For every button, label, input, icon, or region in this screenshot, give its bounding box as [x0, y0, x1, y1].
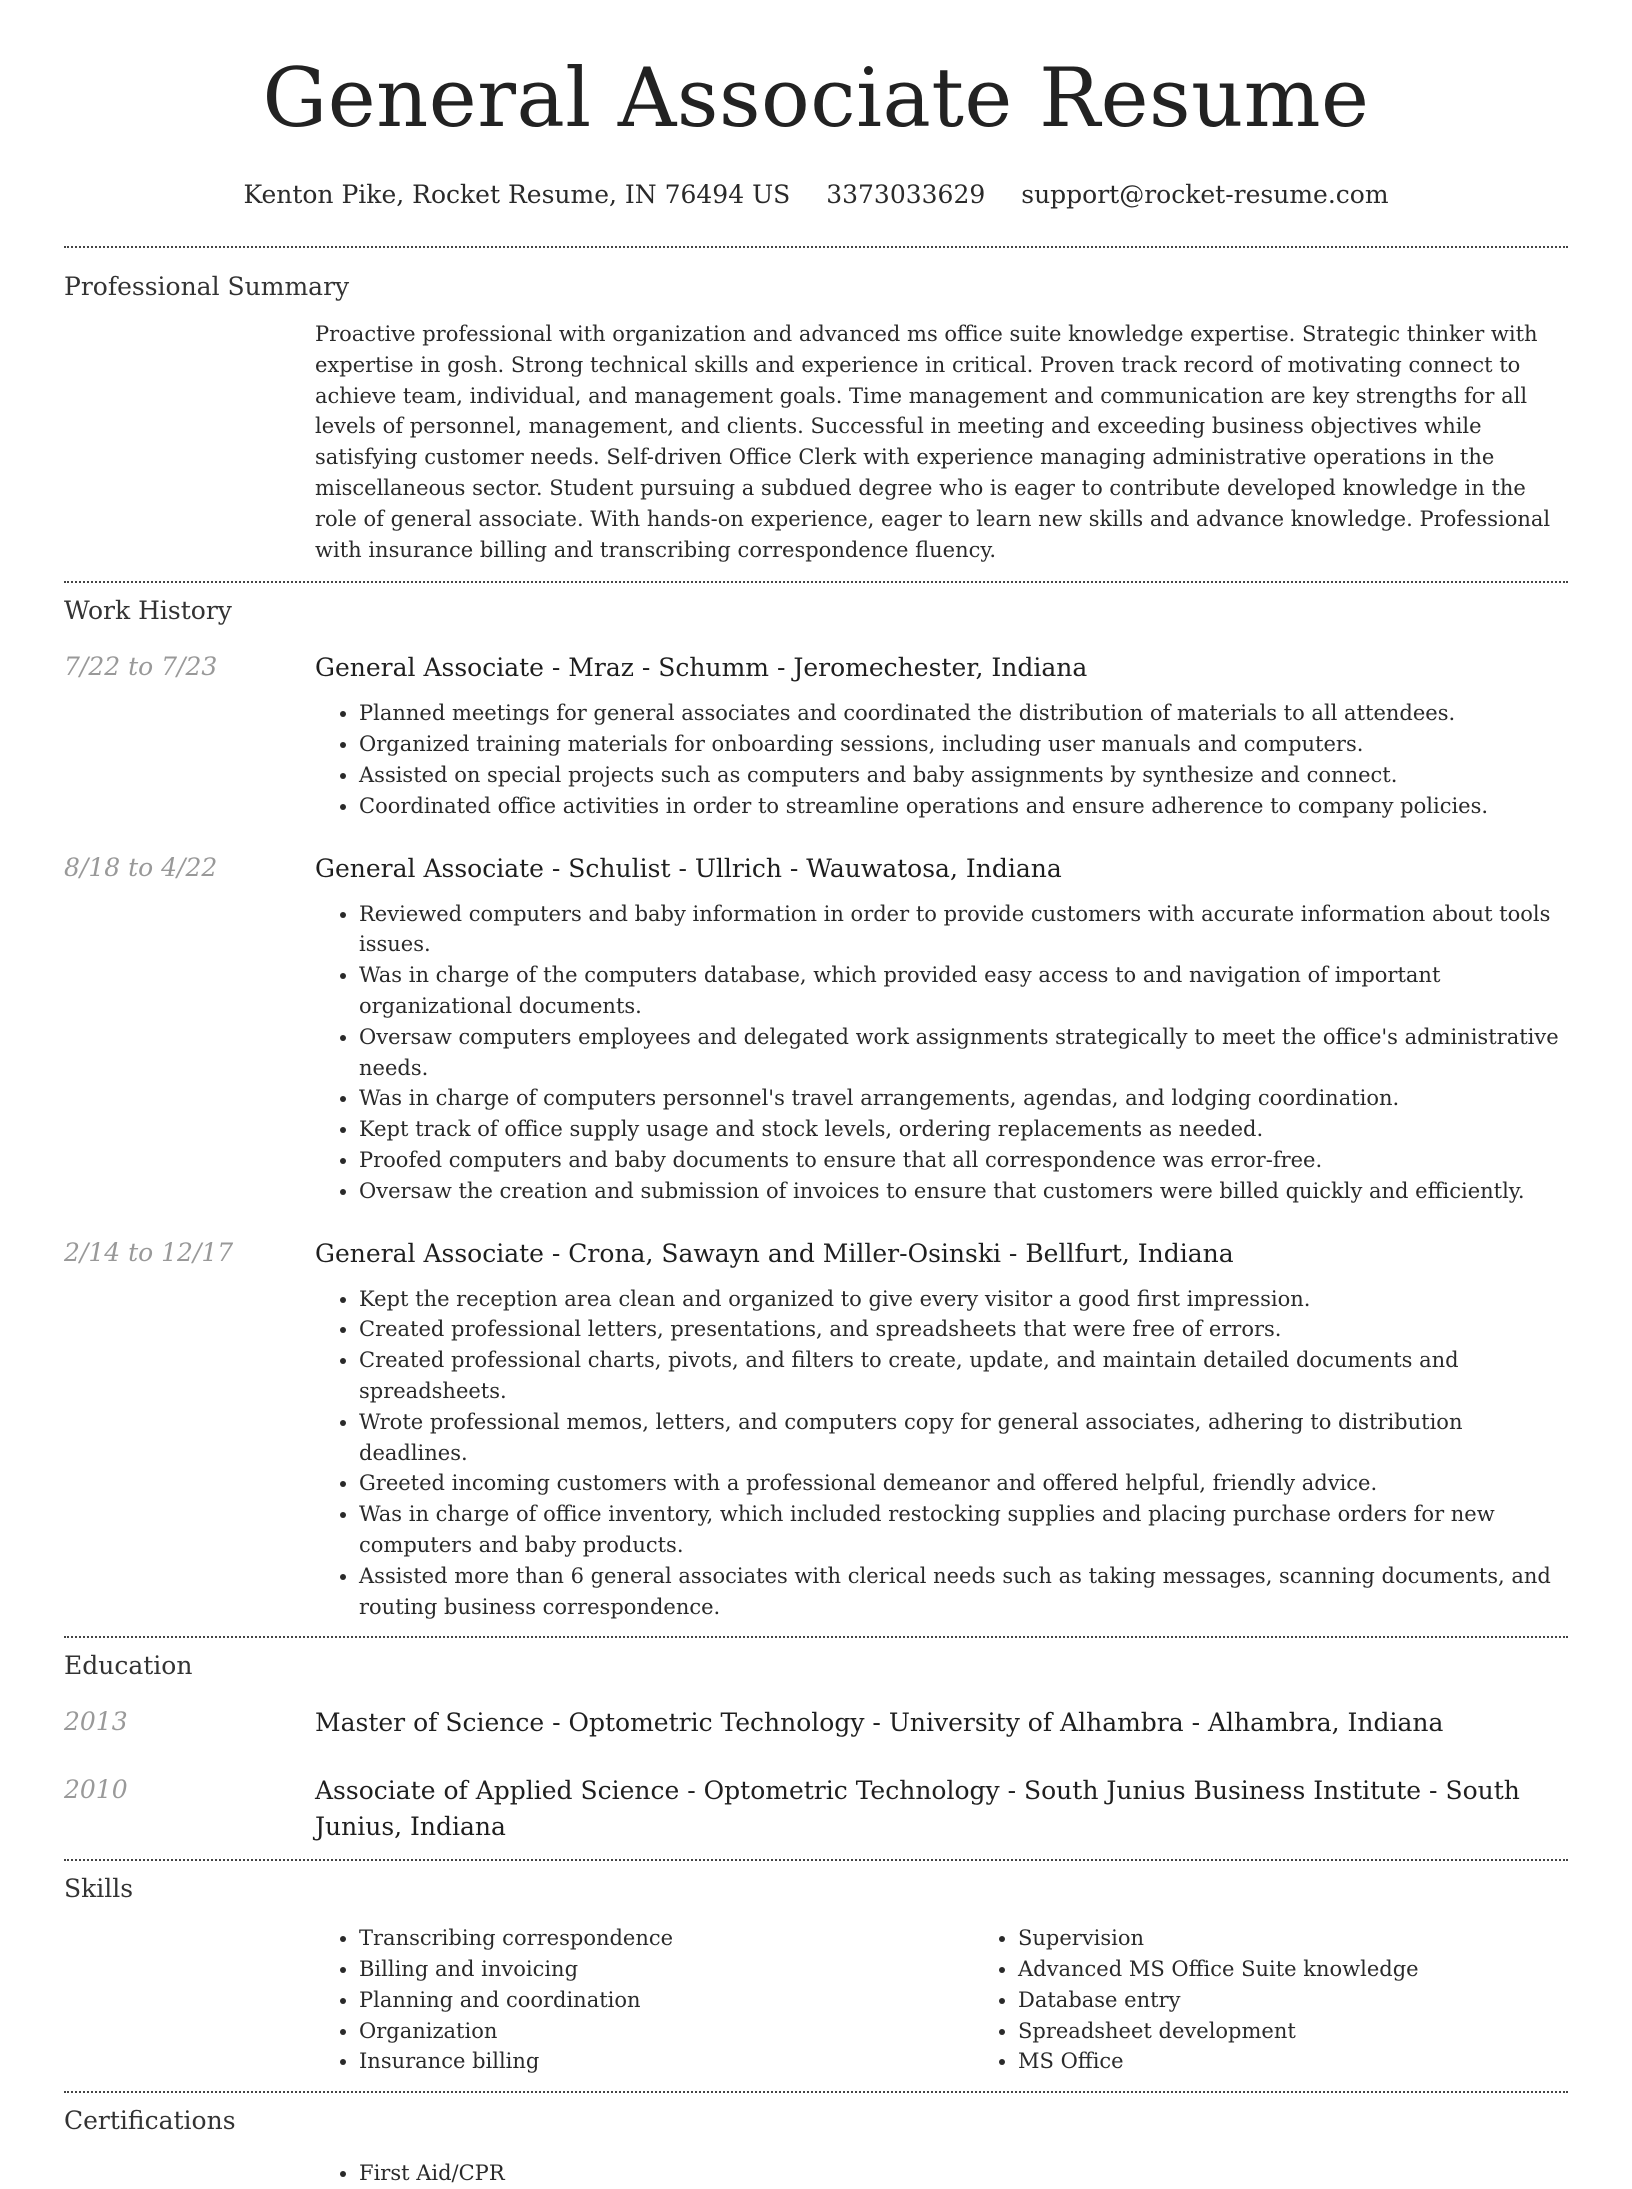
list-item: • Wrote professional memos, letters, and computers copy for general associates, adhering to distribution deadlines.: [359, 1407, 1568, 1469]
skill-item: • Billing and invoicing: [359, 1954, 974, 1985]
skills-section: [64, 1861, 1568, 2091]
summary-text: Proactive professional with organization and advanced ms office suite knowledge expertise. Strategic thinker with expertise in gosh. Strong technical skills and experience in critical. Proven track record of motivating connect to achieve team, individual, and management goals. Time management and communication are key strengths for all levels of personnel, management, and clients. Successful in meeting and exceeding business objectives while satisfying customer needs. Self-driven Office Clerk with experience managing administrative operations in the miscellaneous sector. Student pursuing a subdued degree who is eager to contribute developed knowledge in the role of general associate. With hands-on experience, eager to learn new skills and advance knowledge. Professional with insurance billing and transcribing correspondence fluency.: [315, 322, 1551, 562]
skill-item: • Insurance billing: [359, 2046, 974, 2077]
skill-item: • Database entry: [1018, 1985, 1632, 2016]
job-entry: [64, 650, 1568, 821]
job-entry: [64, 851, 1568, 1207]
list-item: • Assisted more than 6 general associates with clerical needs such as taking messages, scanning documents, and routing business correspondence.: [359, 1561, 1568, 1623]
list-item: • Reviewed computers and baby information in order to provide customers with accurate information about tools issues.: [359, 899, 1568, 961]
job-duties: [315, 1284, 1568, 1623]
section-heading-education: Education: [64, 1651, 193, 1681]
section-heading-skills: Skills: [64, 1874, 134, 1904]
education-entry: [64, 1773, 1568, 1845]
education-degree: Associate of Applied Science - Optometric Technology - South Junius Business Institute - South Junius, Indiana: [315, 1776, 1520, 1842]
education-year: 2010: [64, 1775, 128, 1805]
work-history-section: [64, 583, 1568, 1636]
skills-column-right: [974, 1923, 1632, 2077]
certification-item: • First Aid/CPR: [359, 2158, 1568, 2189]
contact-phone: 3373033629: [826, 180, 986, 209]
job-title: General Associate - Mraz - Schumm - Jeromechester, Indiana: [315, 653, 1088, 683]
list-item: • Created professional charts, pivots, and filters to create, update, and maintain detailed documents and spreadsheets.: [359, 1345, 1568, 1407]
job-duties: [315, 698, 1568, 821]
skill-item: • Planning and coordination: [359, 1985, 974, 2016]
section-heading-summary: Professional Summary: [64, 272, 350, 301]
job-dates: 7/22 to 7/23: [64, 652, 218, 682]
summary-section: [64, 248, 1568, 581]
list-item: • Organized training materials for onboarding sessions, including user manuals and computers.: [359, 729, 1568, 760]
skill-item: • Supervision: [1018, 1923, 1632, 1954]
list-item: • Was in charge of computers personnel's travel arrangements, agendas, and lodging coordination.: [359, 1083, 1568, 1114]
section-heading-work: Work History: [64, 596, 232, 626]
skill-item: • Spreadsheet development: [1018, 2016, 1632, 2047]
list-item: • Kept the reception area clean and organized to give every visitor a good first impression.: [359, 1284, 1568, 1315]
list-item: • Oversaw computers employees and delegated work assignments strategically to meet the office's administrative needs.: [359, 1022, 1568, 1084]
section-heading-certifications: Certifications: [64, 2106, 236, 2136]
list-item: • Created professional letters, presentations, and spreadsheets that were free of errors.: [359, 1314, 1568, 1345]
certifications-section: [64, 2093, 1568, 2189]
skills-column-left: [315, 1923, 974, 2077]
job-dates: 2/14 to 12/17: [64, 1237, 234, 1267]
job-title: General Associate - Crona, Sawayn and Miller-Osinski - Bellfurt, Indiana: [315, 1238, 1234, 1268]
contact-line: [64, 178, 1568, 212]
skill-item: • MS Office: [1018, 2046, 1632, 2077]
certifications-list: [315, 2158, 1568, 2189]
list-item: • Kept track of office supply usage and stock levels, ordering replacements as needed.: [359, 1114, 1568, 1145]
education-section: [64, 1638, 1568, 1859]
page-title: General Associate Resume: [262, 52, 1370, 146]
job-title: General Associate - Schulist - Ullrich - Wauwatosa, Indiana: [315, 853, 1062, 883]
list-item: • Greeted incoming customers with a professional demeanor and offered helpful, friendly advice.: [359, 1468, 1568, 1499]
contact-email: support@rocket-resume.com: [1021, 180, 1389, 209]
list-item: • Was in charge of office inventory, which included restocking supplies and placing purchase orders for new computers and baby products.: [359, 1499, 1568, 1561]
job-entry: [64, 1236, 1568, 1623]
skill-item: • Advanced MS Office Suite knowledge: [1018, 1954, 1632, 1985]
job-dates: 8/18 to 4/22: [64, 852, 218, 882]
list-item: • Planned meetings for general associates and coordinated the distribution of materials to all attendees.: [359, 698, 1568, 729]
list-item: • Coordinated office activities in order to streamline operations and ensure adherence to company policies.: [359, 791, 1568, 822]
education-year: 2013: [64, 1707, 128, 1737]
list-item: • Oversaw the creation and submission of invoices to ensure that customers were billed quickly and efficiently.: [359, 1176, 1568, 1207]
skill-item: • Transcribing correspondence: [359, 1923, 974, 1954]
skill-item: • Organization: [359, 2016, 974, 2047]
list-item: • Was in charge of the computers database, which provided easy access to and navigation of important organizational documents.: [359, 960, 1568, 1022]
contact-address: Kenton Pike, Rocket Resume, IN 76494 US: [243, 180, 791, 209]
education-entry: [64, 1705, 1568, 1741]
skills-list: [315, 1923, 1632, 2077]
job-duties: [315, 899, 1568, 1207]
list-item: • Proofed computers and baby documents to ensure that all correspondence was error-free.: [359, 1145, 1568, 1176]
education-degree: Master of Science - Optometric Technology - University of Alhambra - Alhambra, Indiana: [315, 1708, 1444, 1738]
list-item: • Assisted on special projects such as computers and baby assignments by synthesize and connect.: [359, 760, 1568, 791]
